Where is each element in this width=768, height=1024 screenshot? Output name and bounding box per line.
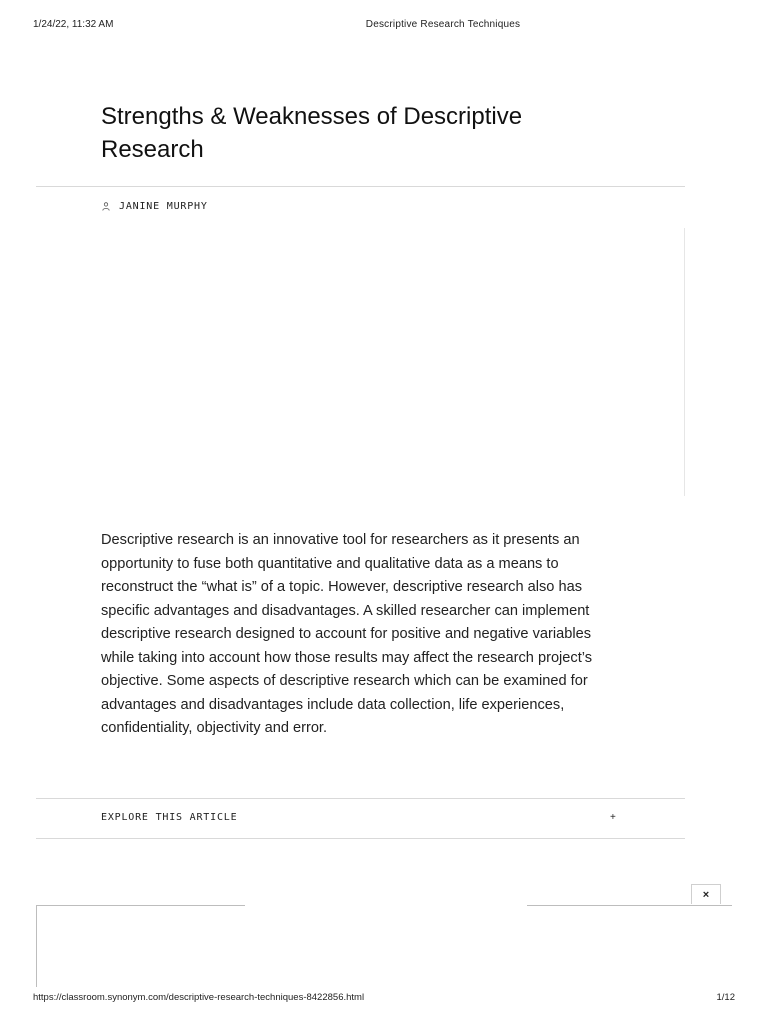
explore-divider-bottom	[36, 838, 685, 839]
ad-container	[36, 905, 732, 987]
explore-article-toggle[interactable]: EXPLORE THIS ARTICLE	[101, 812, 238, 823]
media-placeholder-edge	[684, 228, 685, 496]
explore-divider-top	[36, 798, 685, 799]
print-page-number: 1/12	[716, 992, 735, 1003]
plus-icon[interactable]: +	[610, 812, 616, 823]
print-page-title: Descriptive Research Techniques	[365, 19, 521, 30]
article-title: Strengths & Weaknesses of Descriptive Research	[101, 103, 523, 163]
person-icon	[101, 200, 111, 212]
article-intro: Descriptive research is an innovative tool for researchers as it presents an opportunity to fuse both quantitative and qualitative data as a means to reconstruct the “what is” of a topic. However, descriptive research also has specific advantages and disadvantages. A skilled researcher can implement descriptive research designed to account for positive and negative variables while taking into account how those results may affect the research project’s objective. Some aspects of descriptive research which can be examined for advantages and disadvantages include data collection, life experiences, confidentiality, objectivity and error.	[101, 532, 593, 736]
author-byline[interactable]	[101, 200, 208, 212]
close-icon[interactable]: ×	[691, 884, 721, 904]
title-divider	[36, 186, 685, 187]
print-url: https://classroom.synonym.com/descriptive-research-techniques-8422856.html	[33, 992, 365, 1003]
author-name: JANINE MURPHY	[119, 200, 208, 212]
print-datetime: 1/24/22, 11:32 AM	[33, 19, 114, 30]
